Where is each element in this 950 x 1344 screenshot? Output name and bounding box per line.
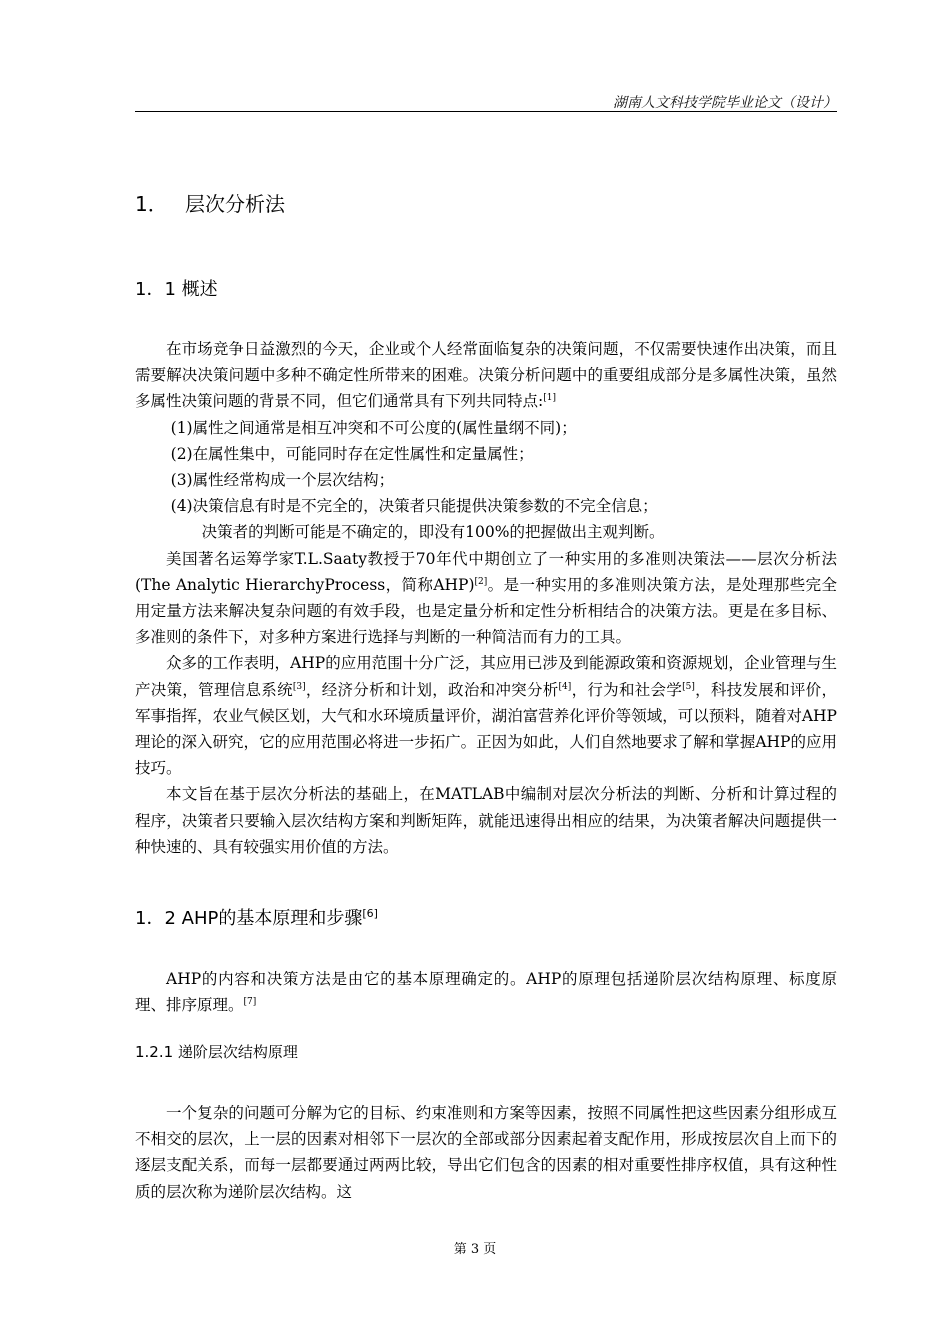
paragraph: 美国著名运筹学家T.L.Saaty教授于70年代中期创立了一种实用的多准则决策法——层次分析法(The Analytic HierarchyProcess，简称AHP)[2]。是一种实用的多准则决策方法，是处理那些完全用定量方法来解决复杂问题的有效手段，也是定量分析和定性分析相结合的决策方法。更是在多目标、多准则的条件下，对多种方案进行选择与判断的一种简洁而有力的工具。 — [135, 549, 837, 647]
citation: [6] — [362, 907, 378, 920]
chapter-number: 1． — [135, 192, 168, 216]
section-heading-1-1: 1．1 概述 — [135, 279, 218, 300]
chapter-title: 层次分析法 — [185, 192, 285, 216]
hierarchy-body — [135, 1100, 837, 1205]
paragraph: 一个复杂的问题可分解为它的目标、约束准则和方案等因素，按照不同属性把这些因素分组形成互不相交的层次，上一层的因素对相邻下一层次的全部或部分因素起着支配作用，形成按层次自上而下的逐层支配关系，而每一层都要通过两两比较，导出它们包含的因素的相对重要性排序权值，具有这种性质的层次称为递阶层次结构。这 — [135, 1104, 837, 1201]
citation: [3] — [292, 681, 306, 692]
list-item: (3)属性经常构成一个层次结构； — [170, 471, 395, 490]
header-rule — [135, 111, 837, 112]
running-header: 湖南人文科技学院毕业论文（设计） — [613, 95, 837, 111]
paragraph: AHP的内容和决策方法是由它的基本原理确定的。AHP的原理包括递阶层次结构原理、标度原理、排序原理。[7] — [135, 970, 837, 1015]
citation: [2] — [474, 576, 488, 587]
citation: [1] — [543, 393, 556, 404]
page-number: 第 3 页 — [453, 1242, 497, 1257]
list-item: 决策者的判断可能是不确定的，即没有100%的把握做出主观判断。 — [201, 523, 665, 542]
citation: [4] — [558, 681, 572, 692]
list-item: (1)属性之间通常是相互冲突和不可公度的(属性量纲不同)； — [170, 418, 577, 437]
section-heading-1-2: 1．2 AHP的基本原理和步骤[6] — [135, 907, 378, 929]
list-item: (2)在属性集中，可能同时存在定性属性和定量属性； — [170, 444, 534, 463]
paragraph: 本文旨在基于层次分析法的基础上，在MATLAB中编制对层次分析法的判断、分析和计算过程的程序，决策者只要输入层次结构方案和判断矩阵，就能迅速得出相应的结果，为决策者解决问题提供一种快速的、具有较强实用价值的方法。 — [135, 785, 837, 856]
chapter-heading — [135, 188, 285, 217]
list-item: (4)决策信息有时是不完全的，决策者只能提供决策参数的不完全信息； — [170, 497, 658, 516]
citation: [7] — [243, 997, 257, 1008]
subsection-heading-1-2-1: 1.2.1 递阶层次结构原理 — [135, 1043, 298, 1061]
citation: [5] — [682, 681, 695, 692]
paragraph: 在市场竞争日益激烈的今天，企业或个人经常面临复杂的决策问题，不仅需要快速作出决策，而且需要解决决策问题中多种不确定性所带来的困难。决策分析问题中的重要组成部分是多属性决策，虽然多属性决策问题的背景不同，但它们通常具有下列共同特点:[1] — [135, 340, 837, 411]
paragraph: 众多的工作表明，AHP的应用范围十分广泛，其应用已涉及到能源政策和资源规划，企业管理与生产决策，管理信息系统[3]，经济分析和计划，政治和冲突分析[4]，行为和社会学[5]，科技发展和评价，军事指挥，农业气候区划，大气和水环境质量评价，湖泊富营养化评价等领域，可以预料，随着对AHP理论的深入研究，它的应用范围必将进一步拓广。正因为如此，人们自然地要求了解和掌握AHP的应用技巧。 — [135, 654, 837, 778]
overview-body — [135, 336, 837, 860]
principle-body — [135, 966, 837, 1018]
